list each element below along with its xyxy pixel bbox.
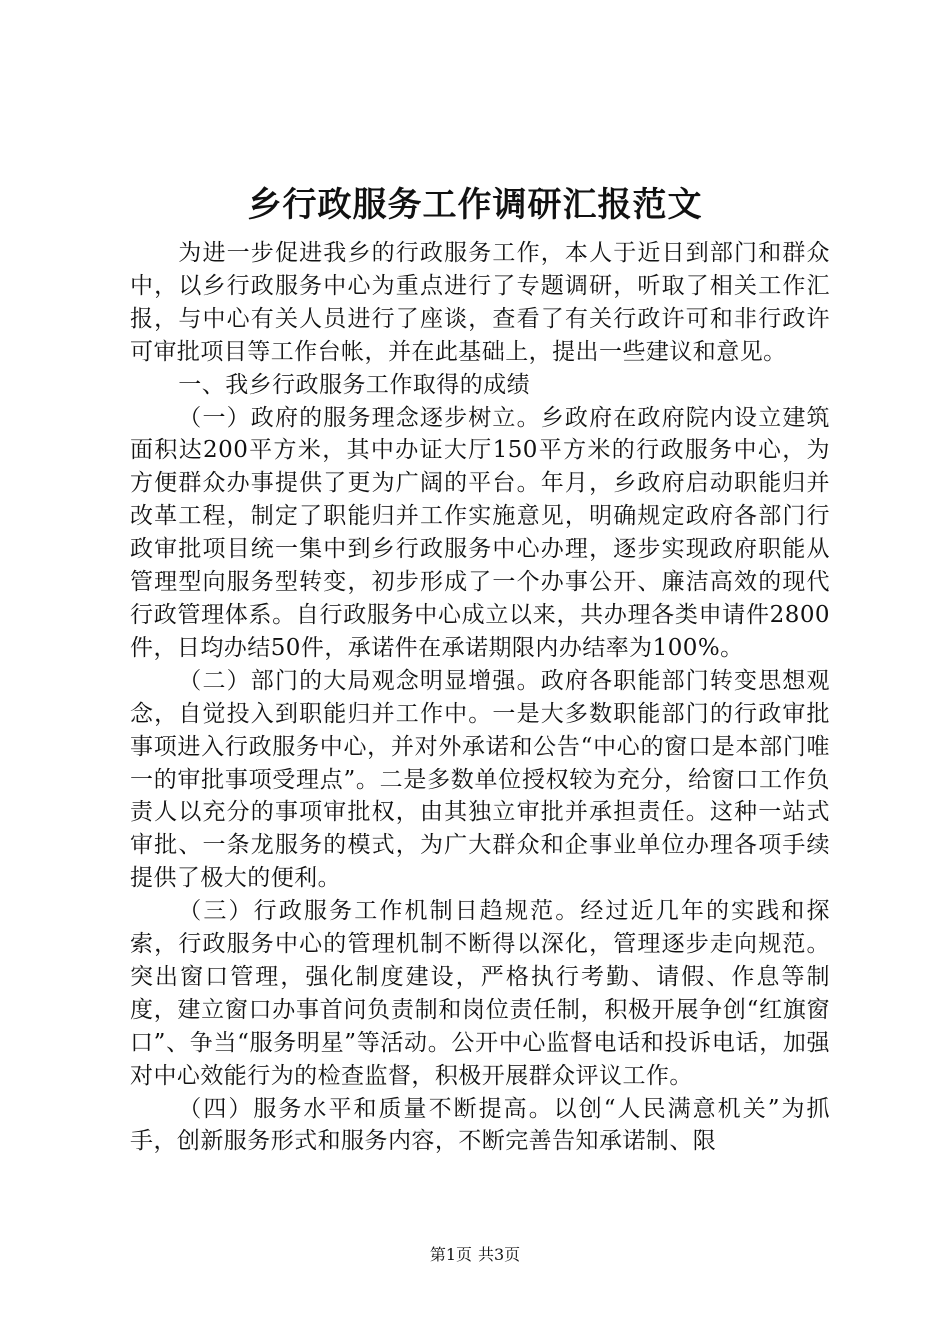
achievement-item-3: （三）行政服务工作机制日趋规范。经过近几年的实践和探索，行政服务中心的管理机制不断得以深化，管理逐步走向规范。突出窗口管理，强化制度建设，严格执行考勤、请假、作息等制度，建立窗口办事首问负责制和岗位责任制，积极开展争创“红旗窗口”、争当“服务明星”等活动。公开中心监督电话和投诉电话，加强对中心效能行为的检查监督，积极开展群众评议工作。 bbox=[130, 898, 830, 1089]
document-body bbox=[130, 237, 830, 1158]
page-number: 第1页 bbox=[429, 1245, 472, 1264]
document-title: 乡行政服务工作调研汇报范文 bbox=[247, 185, 703, 225]
page-total: 共3页 bbox=[478, 1245, 521, 1264]
section-heading-achievements: 一、我乡行政服务工作取得的成绩 bbox=[178, 371, 531, 398]
intro-paragraph: 为进一步促进我乡的行政服务工作，本人于近日到部门和群众中，以乡行政服务中心为重点进行了专题调研，听取了相关工作汇报，与中心有关人员进行了座谈，查看了有关行政许可和非行政许可审批项目等工作台帐，并在此基础上，提出一些建议和意见。 bbox=[130, 240, 830, 365]
achievement-item-1: （一）政府的服务理念逐步树立。乡政府在政府院内设立建筑面积达200平方米，其中办证大厅150平方米的行政服务中心，为方便群众办事提供了更为广阔的平台。年月，乡政府启动职能归并改革工程，制定了职能归并工作实施意见，明确规定政府各部门行政审批项目统一集中到乡行政服务中心办理，逐步实现政府职能从管理型向服务型转变，初步形成了一个办事公开、廉洁高效的现代行政管理体系。自行政服务中心成立以来，共办理各类申请件2800件，日均办结50件，承诺件在承诺期限内办结率为100%。 bbox=[130, 404, 830, 661]
achievement-item-4: （四）服务水平和质量不断提高。以创“人民满意机关”为抓手，创新服务形式和服务内容，不断完善告知承诺制、限 bbox=[130, 1095, 830, 1155]
achievement-item-2: （二）部门的大局观念明显增强。政府各职能部门转变思想观念，自觉投入到职能归并工作中。一是大多数职能部门的行政审批事项进入行政服务中心，并对外承诺和公告“中心的窗口是本部门唯一的审批事项受理点”。二是多数单位授权较为充分，给窗口工作负责人以充分的事项审批权，由其独立审批并承担责任。这种一站式审批、一条龙服务的模式，为广大群众和企事业单位办理各项手续提供了极大的便利。 bbox=[130, 667, 830, 892]
page-footer bbox=[0, 1243, 950, 1267]
